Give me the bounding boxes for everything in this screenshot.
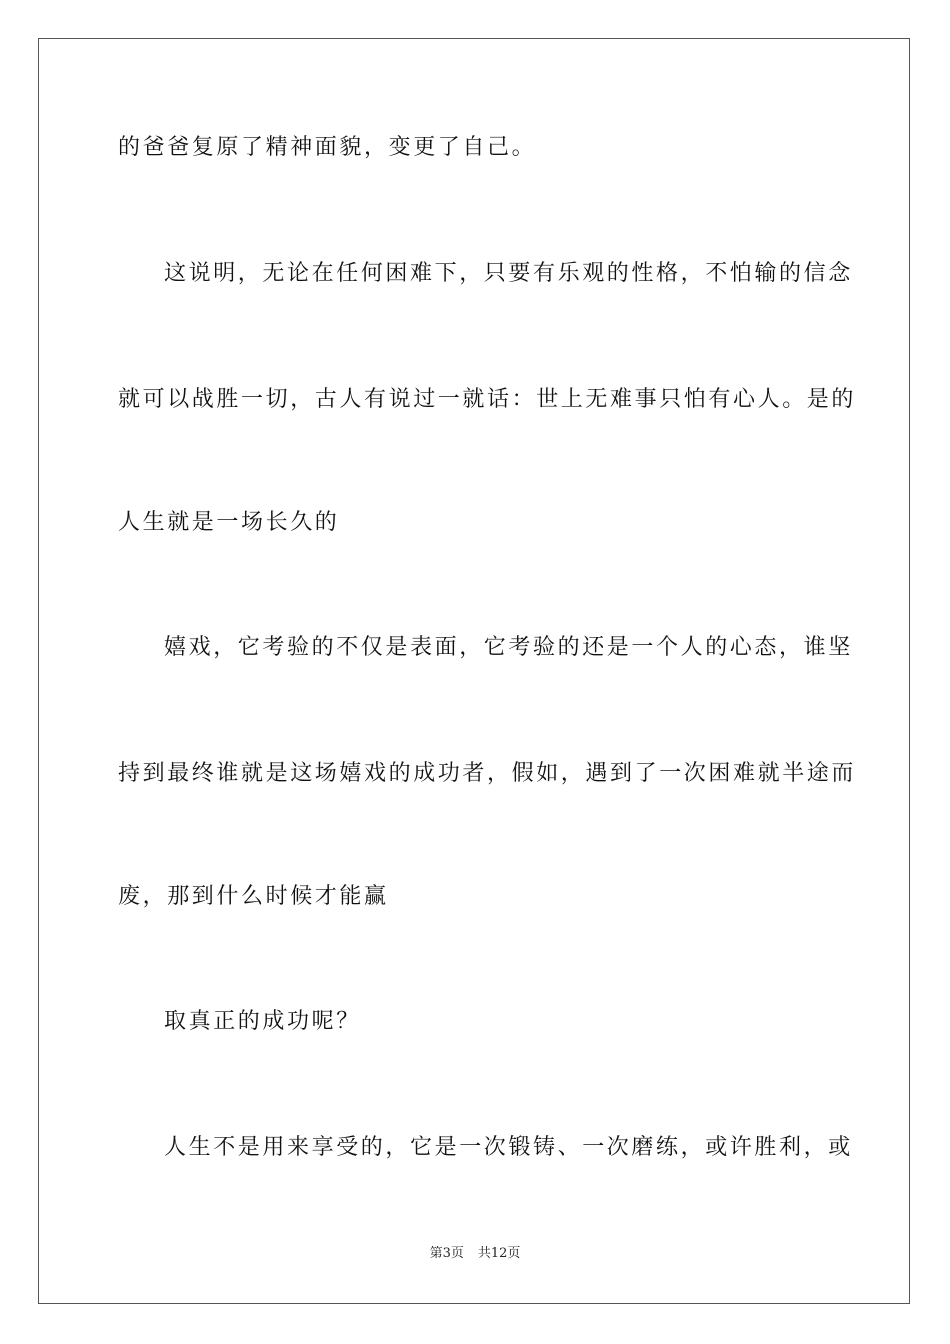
text-line: 就可以战胜一切，古人有说过一就话：世上无难事只怕有心人。是的 <box>118 387 857 412</box>
text-line: 人生不是用来享受的，它是一次锻铸、一次磨练，或许胜利，或 <box>164 1135 853 1160</box>
page-footer <box>0 1245 950 1263</box>
page-number: 第3页 <box>429 1246 464 1261</box>
text-line: 这说明，无论在任何困难下，只要有乐观的性格，不怕输的信念 <box>164 261 853 286</box>
text-line: 持到最终谁就是这场嬉戏的成功者，假如，遇到了一次困难就半途而 <box>118 761 857 786</box>
page-border <box>38 38 910 1304</box>
text-line: 废，那到什么时候才能赢 <box>118 884 389 909</box>
total-pages: 共12页 <box>477 1246 521 1261</box>
text-line: 嬉戏，它考验的不仅是表面，它考验的还是一个人的心态，谁坚 <box>164 635 853 660</box>
text-line: 的爸爸复原了精神面貌，变更了自己。 <box>118 135 537 160</box>
text-line: 取真正的成功呢？ <box>164 1009 361 1034</box>
text-line: 人生就是一场长久的 <box>118 510 340 535</box>
